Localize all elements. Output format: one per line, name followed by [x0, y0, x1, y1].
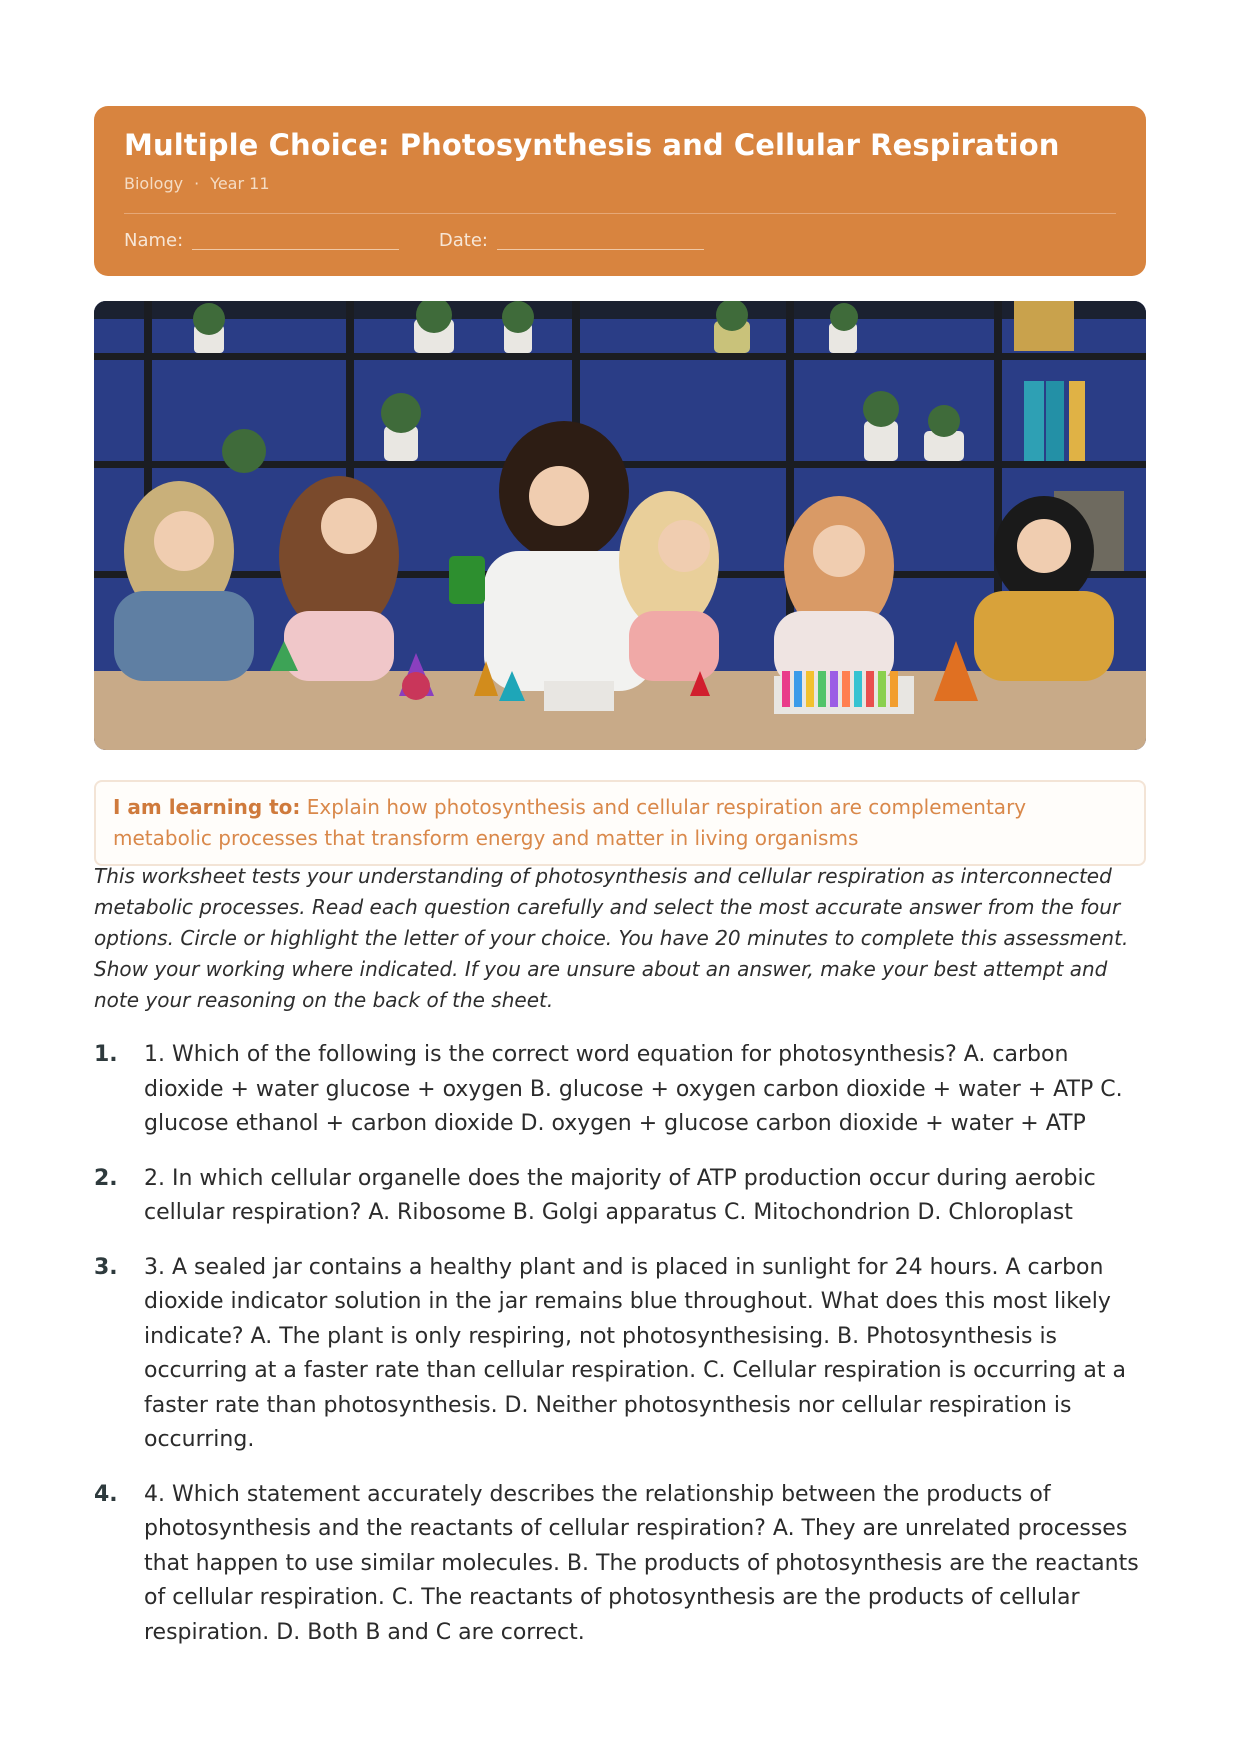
name-blank-line[interactable] — [192, 248, 399, 250]
learning-intention-text: Explain how photosynthesis and cellular respiration are complementary metabolic processes that transform energy and matter in living organisms — [113, 795, 1027, 850]
question-item — [94, 1038, 1146, 1142]
worksheet-page — [94, 106, 1146, 1645]
subject-label: Biology — [124, 174, 184, 193]
learning-intention-box — [94, 780, 1146, 866]
question-text: 4. Which statement accurately describes the relationship between the products of photosynthesis and the reactants of cellular respiration? A. They are unrelated processes that happen to use similar molecules. B. The products of photosynthesis are the reactants of cellular respiration. C. The reactants of photosynthesis are the products of cellular respiration. D. Both B and C are correct. — [144, 1481, 1139, 1645]
question-number: 2. — [94, 1165, 118, 1191]
name-label: Name: — [124, 230, 184, 251]
date-blank-line[interactable] — [497, 248, 704, 250]
question-text: 1. Which of the following is the correct word equation for photosynthesis? A. carbon dioxide + water glucose + oxygen B. glucose + oxygen carbon dioxide + water + ATP C. glucose ethanol + carbon dioxide D. oxygen + glucose carbon dioxide + water + ATP — [144, 1042, 1123, 1136]
year-level-label: Year 11 — [210, 174, 270, 193]
question-number: 3. — [94, 1254, 118, 1280]
classroom-photo — [94, 301, 1146, 750]
worksheet-header — [94, 106, 1146, 276]
question-list — [94, 1038, 1146, 1670]
date-label: Date: — [438, 230, 488, 251]
course-meta — [124, 174, 270, 193]
question-text: 2. In which cellular organelle does the majority of ATP production occur during aerobic cellular respiration? A. Ribosome B. Golgi apparatus C. Mitochondrion D. Chloroplast — [144, 1165, 1096, 1225]
learning-intention-label: I am learning to: — [113, 795, 301, 819]
question-item — [94, 1478, 1146, 1651]
page-title: Multiple Choice: Photosynthesis and Cellular Respiration — [124, 128, 1060, 162]
question-number: 1. — [94, 1042, 118, 1067]
header-divider — [124, 213, 1116, 214]
student-fields — [124, 230, 738, 251]
meta-separator: · — [194, 174, 200, 193]
question-text: 3. A sealed jar contains a healthy plant and is placed in sunlight for 24 hours. A carbon dioxide indicator solution in the jar remains blue throughout. What does this most likely indicate? A. The plant is only respiring, not photosynthesising. B. Photosynthesis is occurring at a faster rate than cellular respiration. C. Cellular respiration is occurring at a faster rate than photosynthesis. D. Neither photosynthesis nor cellular respiration is occurring. — [144, 1254, 1126, 1452]
name-field[interactable] — [124, 230, 399, 251]
classroom-illustration — [94, 301, 1146, 750]
question-number: 4. — [94, 1481, 118, 1507]
date-field[interactable] — [439, 230, 704, 251]
question-item — [94, 1251, 1146, 1458]
worksheet-instructions: This worksheet tests your understanding of photosynthesis and cellular respiration as interconnected metabolic processes. Read each question carefully and select the most accurate answer from the four options. Circle or highlight the letter of your choice. You have 20 minutes to complete this assessment. Show your working where indicated. If you are unsure about an answer, make your best attempt and note your reasoning on the back of the sheet. — [94, 864, 1129, 1012]
question-item — [94, 1162, 1146, 1231]
